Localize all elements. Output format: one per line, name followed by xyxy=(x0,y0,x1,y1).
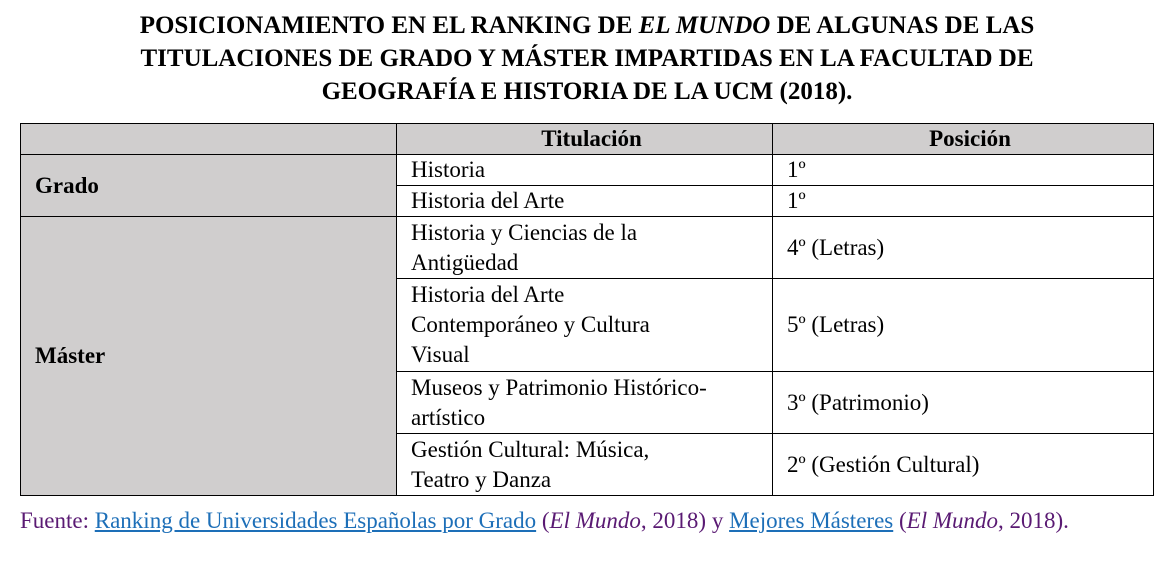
posicion-cell: 1º xyxy=(773,186,1154,217)
titulacion-line: Historia del Arte xyxy=(411,282,565,307)
table-row xyxy=(21,155,1154,186)
source-paren-close: , 2018). xyxy=(998,508,1069,533)
titulacion-line: Gestión Cultural: Música, xyxy=(411,436,650,462)
title-line-3: GEOGRAFÍA E HISTORIA DE LA UCM (2018). xyxy=(321,78,853,105)
titulacion-line: Museos y Patrimonio Histórico- xyxy=(411,374,707,400)
source-prefix: Fuente: xyxy=(20,508,95,533)
posicion-cell: 1º xyxy=(773,155,1154,186)
source-paren-open: ( xyxy=(536,508,550,533)
source-paren-close: , 2018) y xyxy=(640,508,730,533)
group-label-master: Máster xyxy=(21,217,397,496)
source-paren-open: ( xyxy=(893,508,907,533)
posicion-cell: 5º (Letras) xyxy=(773,279,1154,372)
title-line-1-end: DE ALGUNAS DE LAS xyxy=(770,12,1035,39)
document-title xyxy=(0,9,1174,108)
posicion-cell: 3º (Patrimonio) xyxy=(773,372,1154,434)
titulacion-line: artístico xyxy=(411,404,486,430)
posicion-cell: 2º (Gestión Cultural) xyxy=(773,434,1154,496)
source-newspaper-1: El Mundo xyxy=(549,508,641,533)
titulacion-cell xyxy=(397,217,773,279)
title-newspaper-name: EL MUNDO xyxy=(638,12,771,39)
titulacion-cell xyxy=(397,372,773,434)
ranking-table xyxy=(20,123,1154,496)
title-line-1-start: POSICIONAMIENTO EN EL RANKING DE xyxy=(139,12,639,39)
titulacion-line: Visual xyxy=(411,342,470,367)
header-posicion: Posición xyxy=(773,124,1154,155)
source-note xyxy=(20,505,1155,536)
titulacion-line: Teatro y Danza xyxy=(411,466,552,492)
mejores-masteres-link[interactable]: Mejores Másteres xyxy=(729,508,894,533)
title-line-2: TITULACIONES DE GRADO Y MÁSTER IMPARTIDAS EN LA FACULTAD DE xyxy=(140,45,1034,72)
titulacion-cell: Historia del Arte xyxy=(397,186,773,217)
table-header-row xyxy=(21,124,1154,155)
ranking-grado-link[interactable]: Ranking de Universidades Españolas por Grado xyxy=(94,508,537,533)
table-row xyxy=(21,217,1154,279)
posicion-cell: 4º (Letras) xyxy=(773,217,1154,279)
group-label-grado: Grado xyxy=(21,155,397,217)
titulacion-cell xyxy=(397,279,773,372)
header-titulacion: Titulación xyxy=(397,124,773,155)
titulacion-line: Contemporáneo y Cultura xyxy=(411,312,650,337)
source-newspaper-2: El Mundo xyxy=(906,508,999,533)
header-blank-cell xyxy=(21,124,397,155)
titulacion-line: Historia y Ciencias de la xyxy=(411,219,638,245)
title-line-1 xyxy=(0,9,1174,42)
titulacion-cell: Historia xyxy=(397,155,773,186)
titulacion-cell xyxy=(397,434,773,496)
titulacion-line: Antigüedad xyxy=(411,249,519,275)
